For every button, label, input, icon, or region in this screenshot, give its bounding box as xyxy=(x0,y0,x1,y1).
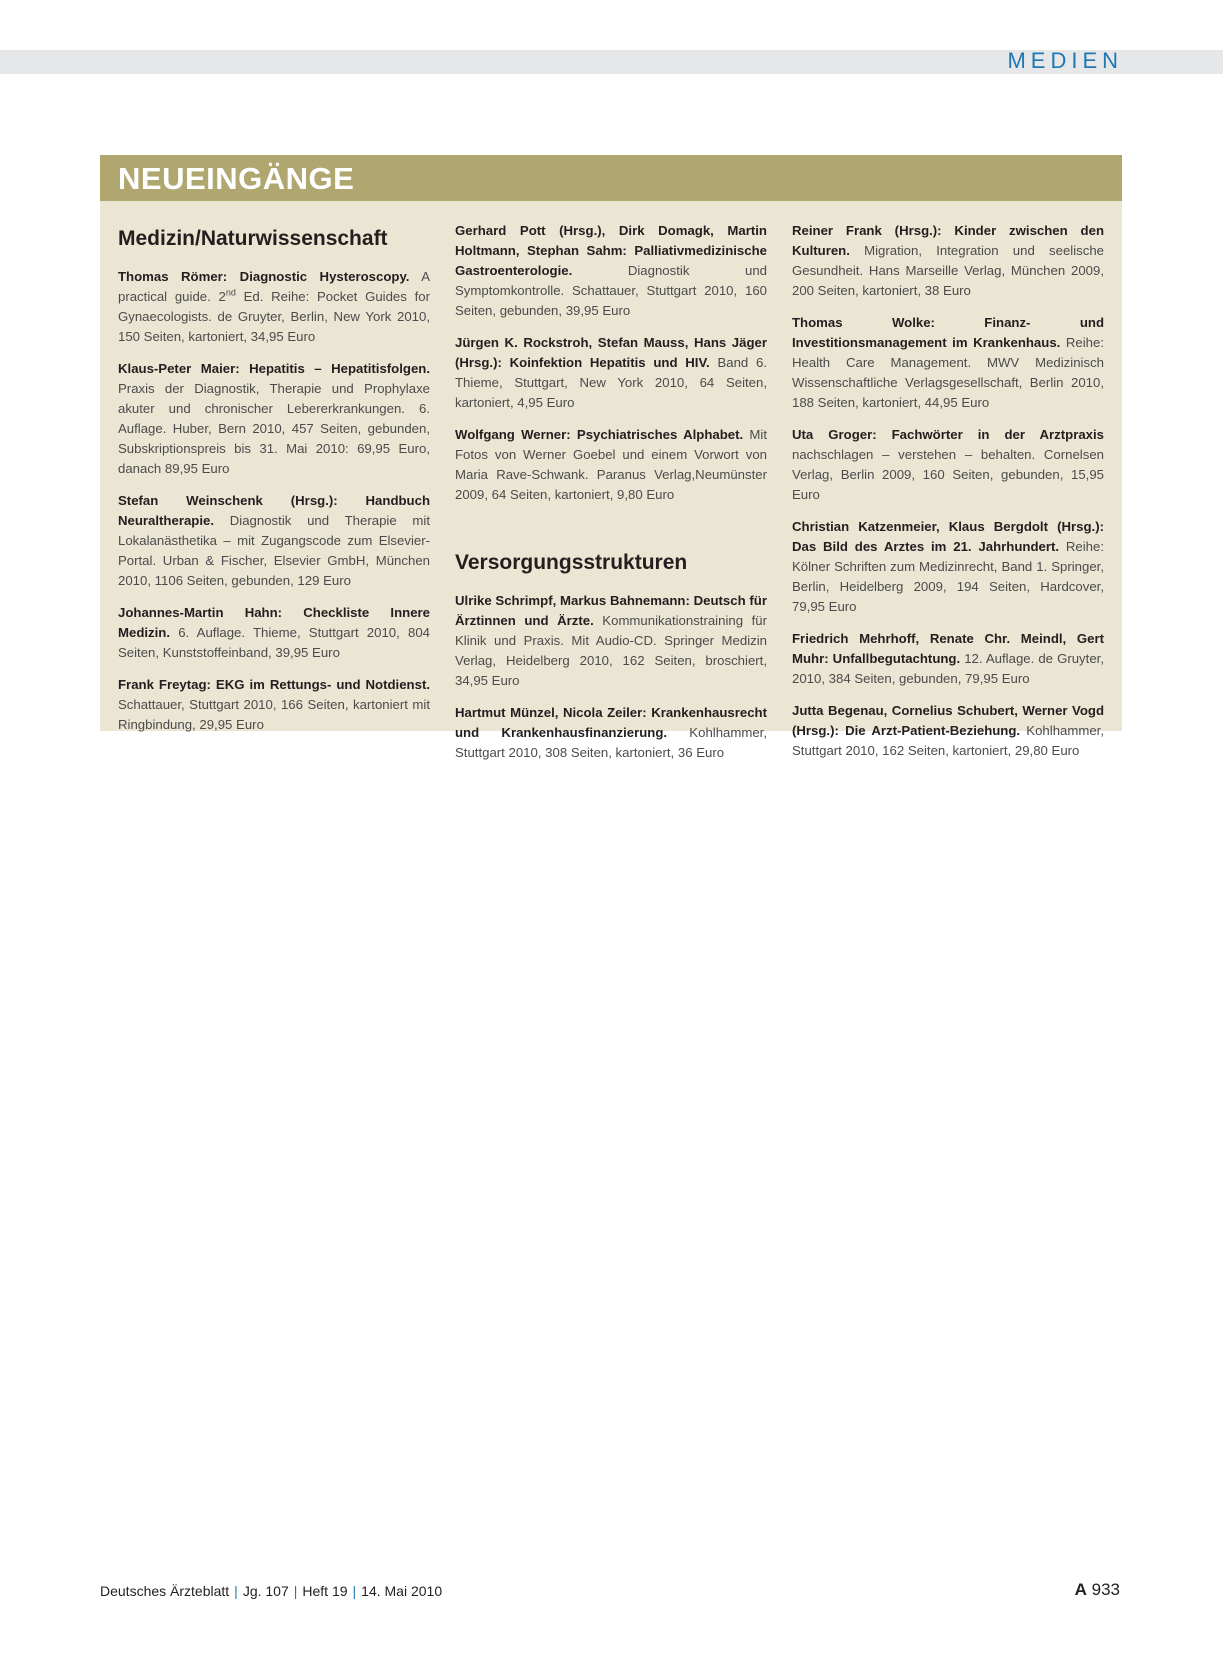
book-entry xyxy=(118,359,430,479)
entry-title: Frank Freytag: EKG im Rettungs- und Notdienst. xyxy=(118,677,430,692)
entry-text: 12. Auflage. de Gruyter, 2010, 384 Seiten, gebunden, 79,95 Euro xyxy=(792,651,1104,686)
entry-title: Jürgen K. Rockstroh, Stefan Mauss, Hans Jäger (Hrsg.): Koinfektion Hepatitis und HIV. xyxy=(455,335,767,370)
book-entry xyxy=(118,675,430,735)
entry-text: Kohlhammer, Stuttgart 2010, 308 Seiten, kartoniert, 36 Euro xyxy=(455,725,768,760)
entry-text: Reihe: Health Care Management. MWV Medizinisch Wissenschaftliche Verlagsgesellschaft, Berlin 2010, 188 Seiten, kartoniert, 44,95 Euro xyxy=(792,335,1104,410)
book-entry xyxy=(455,425,767,505)
book-entry xyxy=(792,425,1104,505)
entry-text: Kommunikationstraining für Klinik und Praxis. Mit Audio-CD. Springer Medizin Verlag, Heidelberg 2010, 162 Seiten, broschiert, 34,95 Euro xyxy=(455,613,767,688)
issue: Heft 19 xyxy=(302,1583,348,1599)
heading-versorgung: Versorgungsstrukturen xyxy=(455,551,688,574)
book-entry xyxy=(455,221,767,321)
page-prefix: A xyxy=(1074,1580,1087,1599)
entry-title: Uta Groger: Fachwörter in der Arztpraxis xyxy=(792,427,1104,442)
heading-medizin: Medizin/Naturwissenschaft xyxy=(118,227,388,250)
book-entry xyxy=(455,591,767,691)
entry-text: Ed. Reihe: Pocket Guides for Gynaecologists. de Gruyter, Berlin, New York 2010, 150 Seiten, kartoniert, 34,95 Euro xyxy=(118,289,430,344)
separator: | xyxy=(234,1583,238,1599)
box-header xyxy=(100,155,1122,201)
entry-title: Christian Katzenmeier, Klaus Bergdolt (Hrsg.): Das Bild des Arztes im 21. Jahrhundert. xyxy=(792,519,1104,554)
entry-text: nachschlagen – verstehen – behalten. Cornelsen Verlag, Berlin 2009, 160 Seiten, gebunden, 15,95 Euro xyxy=(792,447,1104,502)
column-1 xyxy=(118,225,430,747)
entry-title: Ulrike Schrimpf, Markus Bahnemann: Deutsch für Ärztinnen und Ärzte. xyxy=(455,593,767,628)
book-entry xyxy=(792,629,1104,689)
entry-text: Reihe: Kölner Schriften zum Medizinrecht, Band 1. Springer, Berlin, Heidelberg 2009, 194 Seiten, Hardcover, 79,95 Euro xyxy=(792,539,1104,614)
entry-text: Migration, Integration und seelische Gesundheit. Hans Marseille Verlag, München 2009, 200 Seiten, kartoniert, 38 Euro xyxy=(792,243,1104,298)
volume: Jg. 107 xyxy=(242,1583,289,1599)
entry-title: Johannes-Martin Hahn: Checkliste Innere Medizin. xyxy=(118,605,430,640)
entry-title: Hartmut Münzel, Nicola Zeiler: Krankenhausrecht und Krankenhausfinanzierung. xyxy=(455,705,767,740)
entry-title: Stefan Weinschenk (Hrsg.): Handbuch Neuraltherapie. xyxy=(118,493,430,528)
book-entry xyxy=(792,517,1104,617)
separator: | xyxy=(352,1583,357,1599)
issue-date: 14. Mai 2010 xyxy=(361,1583,443,1599)
entry-text: Mit Fotos von Werner Goebel und einem Vorwort von Maria Rave-Schwank. Paranus Verlag,Neumünster 2009, 64 Seiten, kartoniert, 9,80 Euro xyxy=(455,427,767,502)
book-entry xyxy=(792,313,1104,413)
entry-title: Klaus-Peter Maier: Hepatitis – Hepatitisfolgen. xyxy=(118,361,430,376)
entry-text: 6. Auflage. Thieme, Stuttgart 2010, 804 Seiten, Kunststoffeinband, 39,95 Euro xyxy=(118,625,430,660)
book-entry xyxy=(792,701,1104,761)
entry-title: Thomas Wolke: Finanz- und Investitionsmanagement im Krankenhaus. xyxy=(792,315,1104,350)
entry-title: Gerhard Pott (Hrsg.), Dirk Domagk, Martin Holtmann, Stephan Sahm: Palliativmedizinische Gastroenterologie. xyxy=(455,223,767,278)
book-entry xyxy=(118,267,430,347)
page-number-value: 933 xyxy=(1091,1580,1120,1599)
new-arrivals-box xyxy=(100,155,1122,760)
entry-text: Band 6. Thieme, Stuttgart, New York 2010, 64 Seiten, kartoniert, 4,95 Euro xyxy=(455,355,767,410)
entry-text: A practical guide. 2 xyxy=(118,269,431,304)
section-label: MEDIEN xyxy=(1007,48,1123,73)
entry-title: Thomas Römer: Diagnostic Hysteroscopy. xyxy=(118,269,410,284)
book-entry xyxy=(455,703,767,763)
book-entry xyxy=(455,333,767,413)
column-2 xyxy=(455,221,767,775)
footer-citation xyxy=(100,1583,442,1599)
book-entry xyxy=(118,491,430,591)
entry-title: Wolfgang Werner: Psychiatrisches Alphabet. xyxy=(455,427,744,442)
column-3 xyxy=(792,221,1104,773)
journal-name: Deutsches Ärzteblatt xyxy=(100,1583,230,1599)
entry-text: Schattauer, Stuttgart 2010, 166 Seiten, kartoniert mit Ringbindung, 29,95 Euro xyxy=(118,697,430,732)
entry-title: Reiner Frank (Hrsg.): Kinder zwischen den Kulturen. xyxy=(792,223,1104,258)
entry-text: Kohlhammer, Stuttgart 2010, 162 Seiten, kartoniert, 29,80 Euro xyxy=(792,723,1104,758)
entry-text: Diagnostik und Therapie mit Lokalanästhetika – mit Zugangscode zum Elsevier-Portal. Urban & Fischer, Elsevier GmbH, München 2010, 1106 Seiten, gebunden, 129 Euro xyxy=(118,513,430,588)
entry-title: Friedrich Mehrhoff, Renate Chr. Meindl, Gert Muhr: Unfallbegutachtung. xyxy=(792,631,1104,666)
book-entry xyxy=(118,603,430,663)
entry-text: Praxis der Diagnostik, Therapie und Prophylaxe akuter und chronischer Lebererkrankungen. 6. Auflage. Huber, Bern 2010, 457 Seiten, gebunden, Subskriptionspreis bis 31. Mai 2010: 69,95 Euro, danach 89,95 Euro xyxy=(118,381,430,476)
book-entry xyxy=(792,221,1104,301)
entry-text: Diagnostik und Symptomkontrolle. Schattauer, Stuttgart 2010, 160 Seiten, gebunden, 39,95 Euro xyxy=(455,263,767,318)
box-title: NEUEINGÄNGE xyxy=(118,161,355,196)
separator: | xyxy=(293,1583,298,1599)
entry-sup: nd xyxy=(225,287,236,298)
entry-title: Jutta Begenau, Cornelius Schubert, Werner Vogd (Hrsg.): Die Arzt-Patient-Beziehung. xyxy=(792,703,1104,738)
page-number xyxy=(1075,1580,1120,1600)
